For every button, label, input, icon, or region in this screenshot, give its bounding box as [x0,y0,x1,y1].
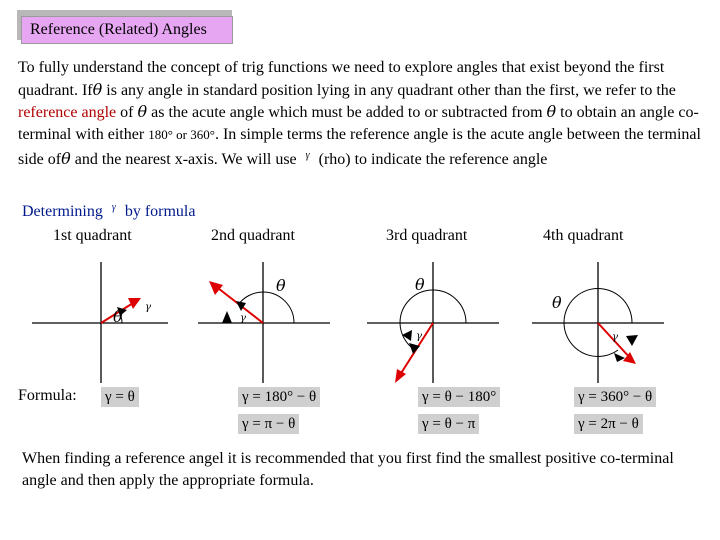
intro-text-4: as the acute angle which must be added to or subtracted from [147,104,547,122]
angle-arc [263,292,294,323]
theta-symbol: θ [61,149,71,169]
determining-after: by formula [120,203,196,220]
reference-angle-term: reference angle [18,104,117,122]
gamma-label: γ [612,332,618,343]
diagram-quadrant-4 [532,262,664,383]
theta-label: θ [552,293,562,312]
intro-text-8: (rho) to indicate the reference angle [314,151,548,169]
theta-symbol: θ [546,102,557,122]
terminal-arrowhead [395,369,406,383]
ref-arrowhead [222,311,232,323]
conclusion-paragraph: When finding a reference angel it is recommended that you first find the smallest positive co-terminal angle and then apply the appropriate formula. [22,450,674,489]
diagram-quadrant-2 [198,262,330,383]
theta-label: θ [276,276,286,295]
deg-360: 360° [190,126,215,142]
diagram-quadrant-3 [367,262,499,383]
or-text: or [172,126,191,142]
intro-text-2: is any angle in standard position lying in any quadrant other than the first, we refer to the [102,81,676,99]
ref-arrowhead [402,330,412,341]
quadrant-4-label: 4th quadrant [543,227,624,244]
quadrant-1-label: 1st quadrant [53,227,132,244]
gamma-label: γ [240,313,246,324]
formula-q1: γ = θ [101,387,139,407]
terminal-arrowhead [128,298,141,309]
formula-q3-radians: γ = θ − π [418,414,479,434]
gamma-label: γ [416,331,422,342]
rho-symbol: γ [111,202,116,213]
intro-text-7: and the nearest x-axis. We will use [70,151,301,169]
intro-text-6: . In simple terms the reference angle is the acute angle between the terminal side of [18,125,701,169]
theta-symbol: θ [137,102,148,122]
intro-text-5: to obtain an angle co-terminal with either [18,104,699,143]
formula-q3-degrees: γ = θ − 180° [418,387,500,407]
formula-label: Formula: [18,387,77,404]
page-title: Reference (Related) Angles [21,16,233,44]
theta-symbol: θ [92,79,103,99]
intro-text-1: To fully understand the concept of trig functions we need to explore angles that exist beyond the first quadrant. If [18,59,665,99]
formula-q2-radians: γ = π − θ [238,414,299,434]
formula-q2-degrees: γ = 180° − θ [238,387,320,407]
formula-q4-radians: γ = 2π − θ [574,414,643,434]
intro-text-3: of [116,104,138,122]
rho-symbol: γ [305,150,310,162]
terminal-arrowhead [209,281,223,295]
ref-arrowhead [626,335,638,346]
theta-label: θ [415,275,425,294]
formula-q4-degrees: γ = 360° − θ [574,387,656,407]
theta-label: θ [113,307,123,326]
quadrant-2-label: 2nd quadrant [211,227,295,244]
deg-180: 180° [148,126,173,142]
diagram-quadrant-1 [32,262,168,383]
determining-before: Determining [22,203,107,220]
gamma-label: γ [145,302,151,313]
quadrant-3-label: 3rd quadrant [386,227,468,244]
